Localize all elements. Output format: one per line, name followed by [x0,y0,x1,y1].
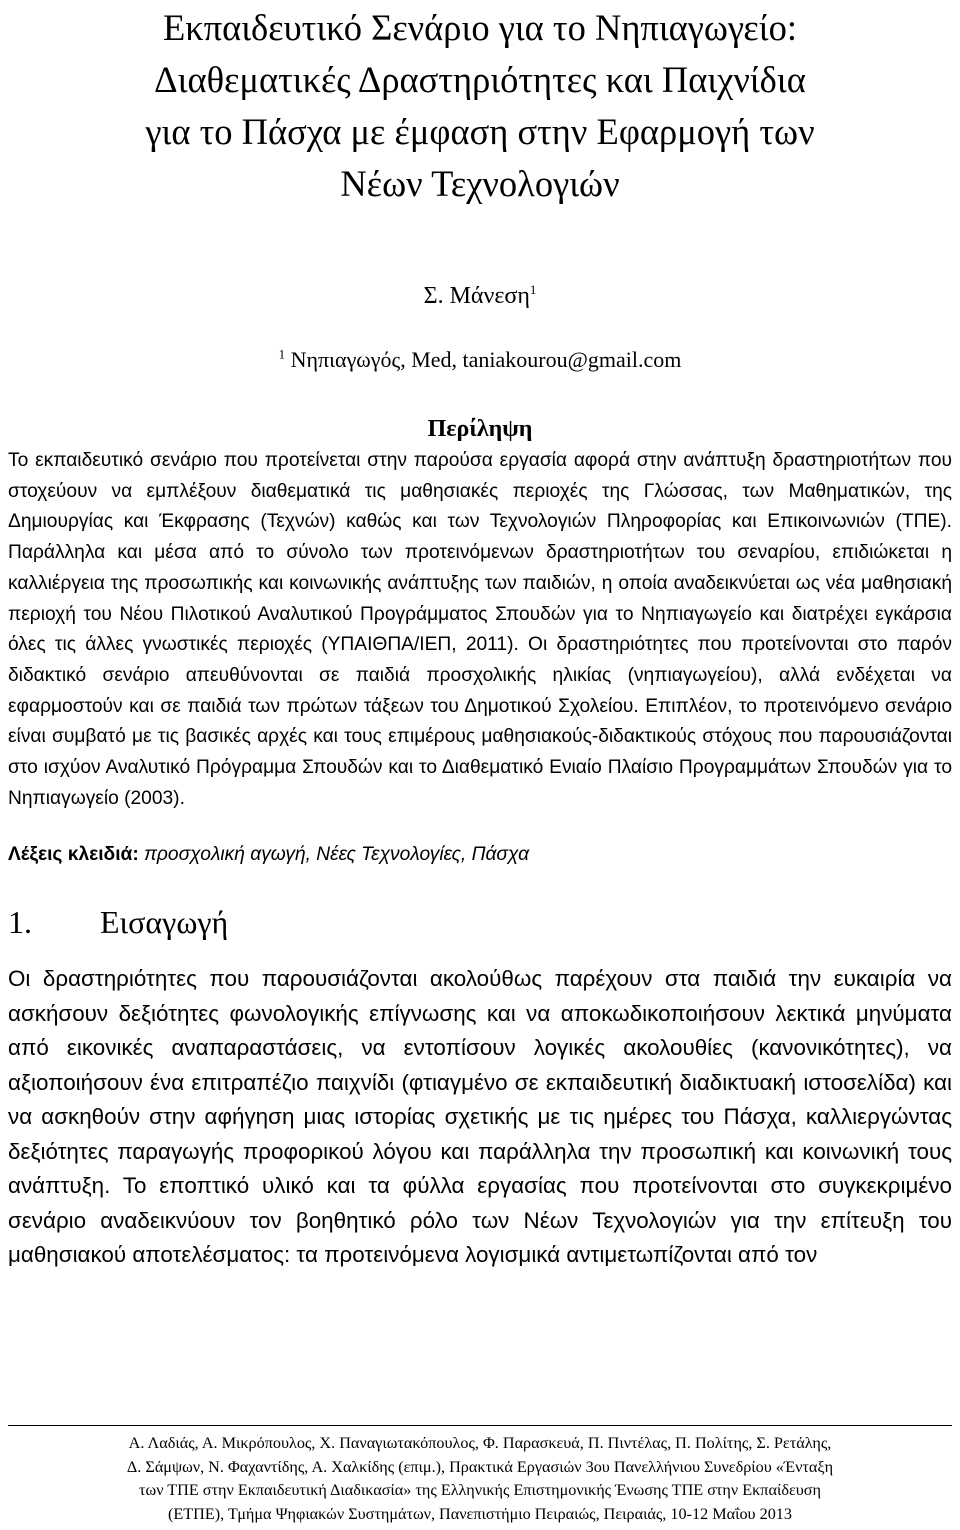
title-line: Διαθεματικές Δραστηριότητες και Παιχνίδια [154,59,806,100]
keywords-label: Λέξεις κλειδιά: [8,844,139,866]
footer-divider [8,1425,952,1426]
section-title: Εισαγωγή [100,904,229,941]
author-affiliation [8,346,952,374]
footer-line: Δ. Σάμψων, Ν. Φαχαντίδης, Α. Χαλκίδης (επιμ.), Πρακτικά Εργασιών 3ου Πανελλήνιου Συνεδρίου «Ένταξη [126,1457,834,1476]
keywords [8,840,952,870]
footer-line: των ΤΠΕ στην Εκπαιδευτική Διαδικασία» της Ελληνικής Επιστημονικής Ένωσης ΤΠΕ στην Εκπαίδευση [139,1481,821,1499]
affiliation-text: Νηπιαγωγός, Med, taniakourou@gmail.com [290,347,682,372]
footer-line: (ΕΤΠΕ), Τμήμα Ψηφιακών Συστημάτων, Πανεπιστήμιο Πειραιώς, Πειραιάς, 10-12 Μαΐου 2013 [168,1504,792,1523]
author-name: Σ. Μάνεση [423,283,530,309]
affiliation-marker: 1 [278,346,286,362]
author-line [8,282,952,310]
author-footnote-marker: 1 [529,282,537,297]
title-line: για το Πάσχα με έμφαση στην Εφαρμογή των [145,111,815,152]
abstract-text: Το εκπαιδευτικό σενάριο που προτείνεται στην παρούσα εργασία αφορά στην ανάπτυξη δραστηριοτήτων που στοχεύουν να εμπλέξουν διαθεματικά τις μαθησιακές περιοχές της Γλώσσας, των Μαθηματικών, της Δημιουργίας και Έκφρασης (Τεχνών) καθώς και των Τεχνολογιών Πληροφορίας και Επικοινωνιών (ΤΠΕ). Παράλληλα και μέσα από το σύνολο των προτεινόμενων δραστηριοτήτων του σεναρίου, επιδιώκεται η καλλιέργεια της προσωπικής και κοινωνικής ανάπτυξης των παιδιών, η οποία αναδεικνύεται ως νέα μαθησιακή περιοχή του Νέου Πιλοτικού Αναλυτικού Προγράμματος Σπουδών για το Νηπιαγωγείο και διατρέχει εγκάρσια όλες τις άλλες γνωστικές περιοχές (ΥΠΑΙΘΠΑ/ΙΕΠ, 2011). Οι δραστηριότητες που προτείνονται στο παρόν διδακτικό σενάριο απευθύνονται σε παιδιά προσχολικής ηλικίας (νηπιαγωγείου), αλλά ενδέχεται να εφαρμοστούν και σε παιδιά των πρώτων τάξεων του Δημοτικού Σχολείου. Επιπλέον, το προτεινόμενο σενάριο είναι συμβατό με τις βασικές αρχές και τους επιμέρους μαθησιακούς-διδακτικούς στόχους που παρουσιάζονται στο ισχύον Αναλυτικό Πρόγραμμα Σπουδών και το Διαθεματικό Ενιαίο Πλαίσιο Προγραμμάτων Σπουδών για το Νηπιαγωγείο (2003). [8,450,952,809]
section-heading [8,904,952,940]
title-line: Νέων Τεχνολογιών [340,163,620,204]
abstract-heading: Περίληψη [427,416,533,442]
title-line: Εκπαιδευτικό Σενάριο για το Νηπιαγωγείο: [163,7,797,48]
page-footer [8,1425,952,1526]
footer-citation [8,1432,952,1526]
paper-title [8,0,952,210]
section-number: 1. [8,904,32,941]
section-body-text: Οι δραστηριότητες που παρουσιάζονται ακολούθως παρέχουν στα παιδιά την ευκαιρία να ασκήσουν δεξιότητες φωνολογικής επίγνωσης και να αποκωδικοποιήσουν λεκτικά μηνύματα από εικονικές αναπαραστάσεις, να εντοπίσουν λογικές ακολουθίες (κανονικότητες), να αξιοποιήσουν ένα επιτραπέζιο παιχνίδι (φτιαγμένο σε εκπαιδευτική διαδικτυακή ιστοσελίδα) και να ασκηθούν στην αφήγηση μιας ιστορίας σχετικής με τις ημέρες του Πάσχα, καλλιεργώντας δεξιότητες παραγωγής προφορικού λόγου και παράλληλα την προσωπική και κοινωνική τους ανάπτυξη. Το εποπτικό υλικό και τα φύλλα εργασίας που προτείνονται στο συγκεκριμένο σενάριο αναδεικνύουν τον βοηθητικό ρόλο των Νέων Τεχνολογιών για την επίτευξη του μαθησιακού αποτελέσματος: τα προτεινόμενα λογισμικά αντιμετωπίζονται από τον [8,966,952,1268]
footer-line: Α. Λαδιάς, Α. Μικρόπουλος, Χ. Παναγιωτακόπουλος, Φ. Παρασκευά, Π. Πιντέλας, Π. Πολίτης, Σ. Ρετάλης, [128,1434,832,1452]
keywords-text: προσχολική αγωγή, Νέες Τεχνολογίες, Πάσχα [144,844,530,866]
